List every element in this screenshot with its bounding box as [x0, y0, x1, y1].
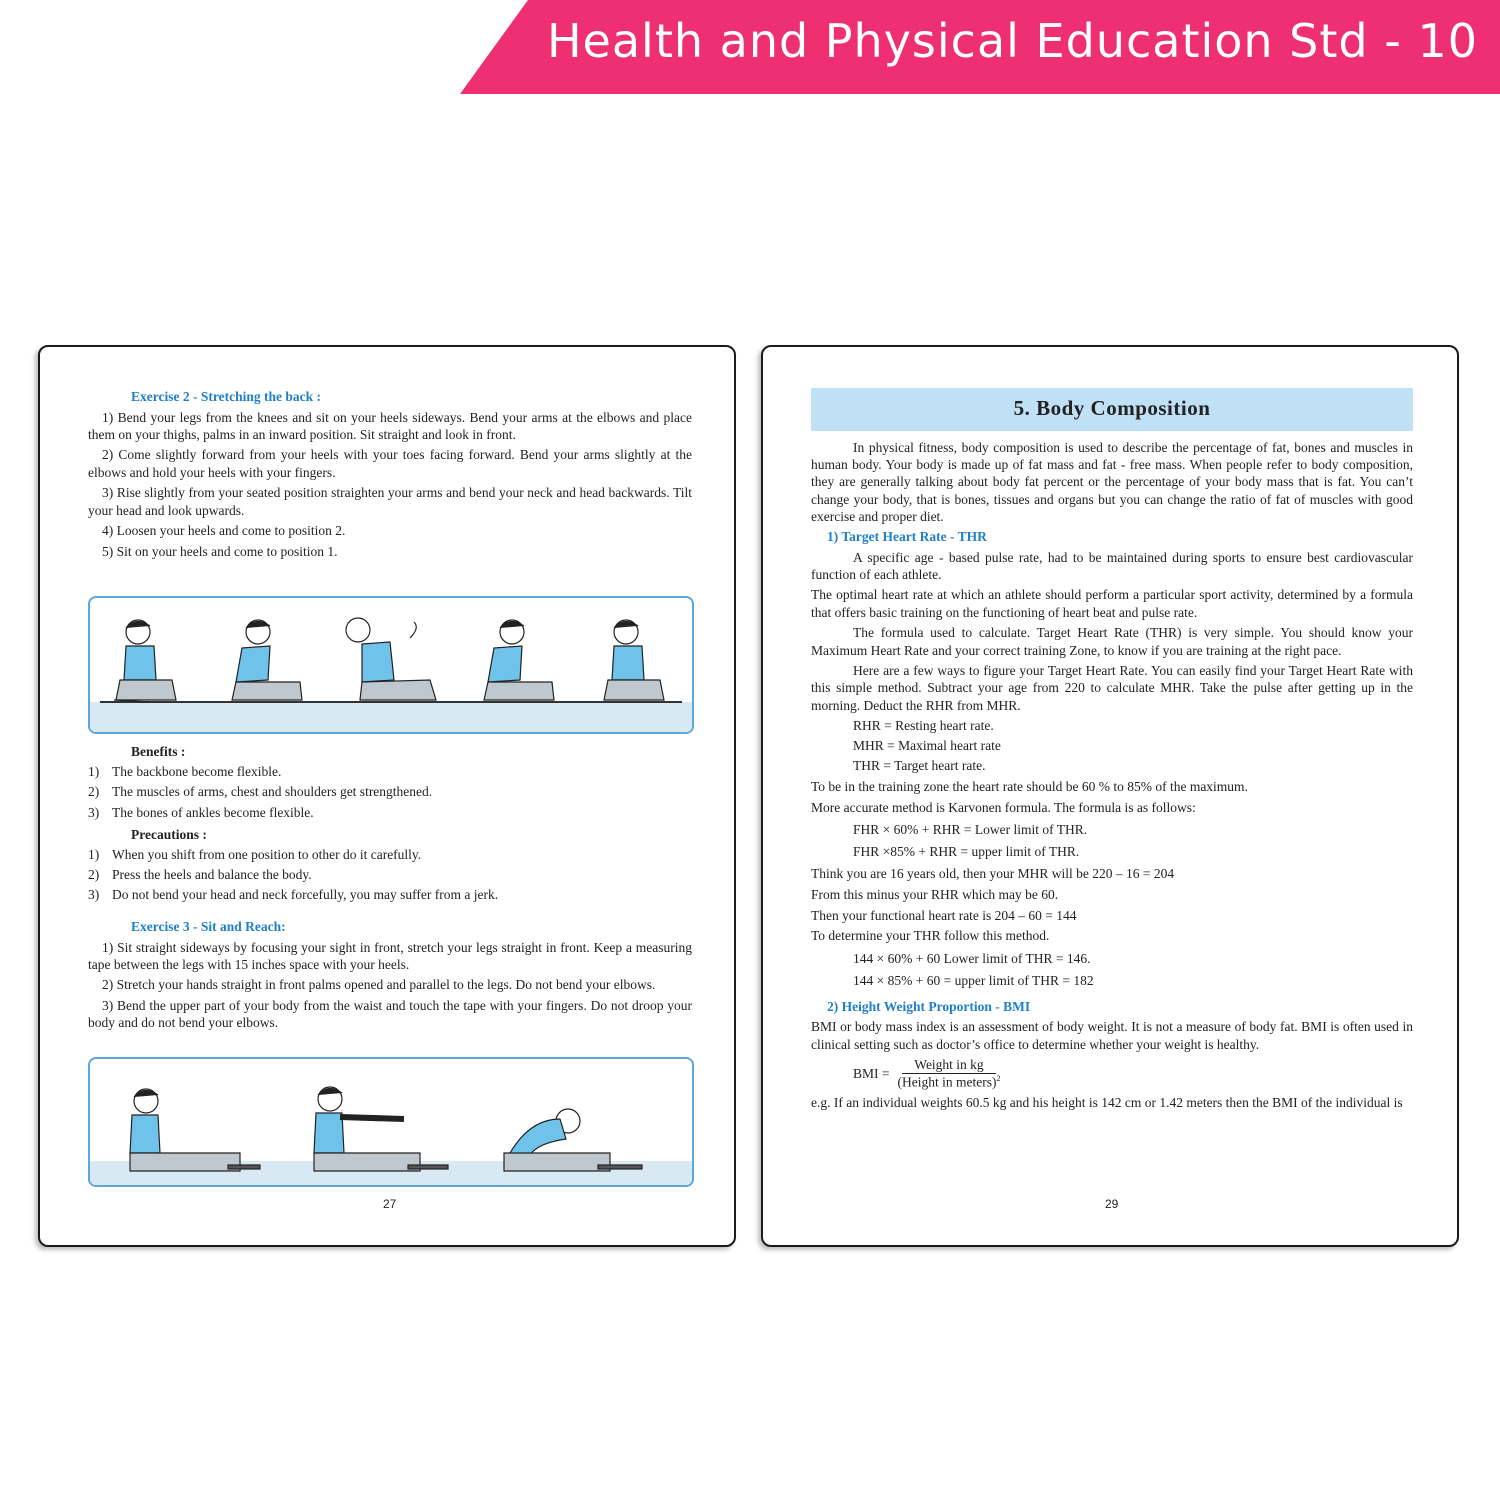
benefit-text: The muscles of arms, chest and shoulders get strengthened.	[112, 784, 433, 800]
precaution-item	[88, 846, 692, 863]
page-number: 27	[383, 1197, 397, 1211]
definition: MHR = Maximal heart rate	[853, 738, 1001, 754]
example-line: From this minus your RHR which may be 60.	[811, 886, 1059, 902]
stretching-back-illustration	[90, 598, 692, 732]
thr-paragraph: Here are a few ways to figure your Target Heart Rate. You can easily find your Target Heart Rate with this simple method. Subtract your age from 220 to calculate MHR. Take the pulse after getting up in the morning. Deduct the RHR from MHR.	[811, 663, 1413, 713]
exercise2-step: 5) Sit on your heels and come to position 1.	[102, 543, 338, 559]
pose-1	[114, 620, 176, 702]
bmi-formula	[853, 1057, 1413, 1091]
karvonen-text: More accurate method is Karvonen formula. The formula is as follows:	[811, 799, 1196, 815]
reach-pose-1	[130, 1089, 260, 1171]
pose-3	[346, 618, 436, 700]
thr-paragraph: The formula used to calculate. Target Heart Rate (THR) is very simple. You should know your Maximum Heart Rate and your correct training Zone, to know if you are training at the right pace.	[811, 625, 1413, 658]
definition: RHR = Resting heart rate.	[853, 717, 994, 733]
sit-and-reach-figure	[88, 1057, 694, 1187]
thr-calculation: 144 × 60% + 60 Lower limit of THR = 146.	[853, 950, 1091, 966]
precaution-text: Press the heels and balance the body.	[112, 867, 312, 883]
example-line: To determine your THR follow this method.	[811, 928, 1050, 944]
reach-pose-2	[314, 1087, 448, 1171]
precaution-text: Do not bend your head and neck forcefully, you may suffer from a jerk.	[112, 887, 499, 903]
bmi-denominator-wrap	[894, 1074, 1005, 1091]
bmi-example: e.g. If an individual weights 60.5 kg and his height is 142 cm or 1.42 meters then the BMI of the individual is	[811, 1094, 1403, 1110]
intro-paragraph: In physical fitness, body composition is used to describe the percentage of fat, bones and muscles in human body. Your body is made up of fat mass and fat - free mass. When people refer to body composition, they are generally talking about body fat percent or the percentage of your body mass that is fat. You can’t change your body, that is bones, tissues and organs but you can change the ratio of fat of muscles with good exercise and proper diet.	[811, 440, 1413, 524]
precautions-heading: Precautions :	[131, 826, 207, 842]
chapter-title: 5. Body Composition	[1013, 396, 1211, 420]
stretching-back-figure	[88, 596, 694, 734]
benefit-num: 2)	[88, 784, 100, 800]
exercise3-step: 2) Stretch your hands straight in front palms opened and parallel to the legs. Do not bend your elbows.	[102, 977, 656, 993]
precaution-text: When you shift from one position to other do it carefully.	[112, 847, 422, 863]
definition: THR = Target heart rate.	[853, 758, 986, 774]
left-page	[38, 345, 736, 1247]
training-zone-text: To be in the training zone the heart rate should be 60 % to 85% of the maximum.	[811, 778, 1248, 794]
pose-2	[232, 620, 302, 700]
exercise2-step: 1) Bend your legs from the knees and sit on your heels sideways. Bend your arms at the elbows and place them on your thighs, palms in an inward position. Sit straight and look in front.	[88, 409, 692, 442]
exercise2-heading: Exercise 2 - Stretching the back :	[131, 389, 321, 404]
thr-heading: 1) Target Heart Rate - THR	[827, 529, 987, 545]
exercise2-section	[88, 389, 692, 560]
thr-paragraph: The optimal heart rate at which an athlete should perform a particular sport activity, determined by a formula that offers basic training on the functioning of heart beat and pulse rate.	[811, 587, 1413, 620]
benefits-heading: Benefits :	[131, 744, 186, 759]
benefit-item	[88, 804, 692, 821]
right-page-body	[811, 439, 1413, 1111]
karvonen-formula: FHR ×85% + RHR = upper limit of THR.	[853, 844, 1080, 860]
precaution-item	[88, 866, 692, 883]
thr-paragraph: A specific age - based pulse rate, had to be maintained during sports to ensure best cardiovascular function of each athlete.	[811, 549, 1413, 582]
precaution-num: 3)	[88, 887, 100, 903]
benefits-section	[88, 743, 692, 904]
bmi-numerator: Weight in kg	[902, 1057, 995, 1074]
exercise2-step: 4) Loosen your heels and come to position 2.	[102, 523, 346, 539]
bmi-fraction	[894, 1057, 1005, 1091]
banner-title: Health and Physical Education Std - 10	[546, 14, 1478, 68]
benefit-num: 1)	[88, 764, 100, 780]
bmi-heading: 2) Height Weight Proportion - BMI	[827, 998, 1031, 1014]
benefit-text: The bones of ankles become flexible.	[112, 804, 314, 820]
bmi-paragraph: BMI or body mass index is an assessment of body weight. It is not a measure of body fat. BMI is often used in clinical setting such as doctor’s office to determine whether your weight is healthy.	[811, 1019, 1413, 1052]
bmi-formula-lhs: BMI =	[853, 1065, 890, 1081]
thr-calculation: 144 × 85% + 60 = upper limit of THR = 182	[853, 972, 1094, 988]
exercise3-step: 3) Bend the upper part of your body from the waist and touch the tape with your fingers. Do not droop your body and do not bend your elbows.	[88, 998, 692, 1031]
benefit-item	[88, 783, 692, 800]
page-number: 29	[1105, 1197, 1119, 1211]
precaution-num: 2)	[88, 867, 100, 883]
chapter-title-bar	[811, 388, 1413, 431]
benefit-num: 3)	[88, 804, 100, 820]
exercise3-heading: Exercise 3 - Sit and Reach:	[131, 919, 286, 934]
header-banner	[460, 0, 1500, 94]
pose-4	[484, 620, 554, 700]
benefit-text: The backbone become flexible.	[112, 764, 282, 780]
karvonen-formula: FHR × 60% + RHR = Lower limit of THR.	[853, 821, 1088, 837]
exercise3-section	[88, 919, 692, 1032]
pose-5	[604, 620, 664, 700]
right-page	[761, 345, 1459, 1247]
example-line: Think you are 16 years old, then your MHR will be 220 – 16 = 204	[811, 866, 1175, 882]
bmi-exponent: 2	[996, 1073, 1001, 1083]
precaution-num: 1)	[88, 847, 100, 863]
example-line: Then your functional heart rate is 204 – 60 = 144	[811, 907, 1077, 923]
bmi-denominator: (Height in meters)	[897, 1074, 997, 1090]
sit-and-reach-illustration	[90, 1059, 692, 1185]
precaution-item	[88, 886, 692, 903]
exercise3-step: 1) Sit straight sideways by focusing your sight in front, stretch your legs straight in front. Keep a measuring tape between the legs with 15 inches space with your heels.	[88, 939, 692, 972]
exercise2-step: 2) Come slightly forward from your heels with your toes facing forward. Bend your arms slightly at the elbows and hold your heels with your fingers.	[88, 447, 692, 480]
exercise2-step: 3) Rise slightly from your seated position straighten your arms and bend your neck and head backwards. Tilt your head and look upwards.	[88, 485, 692, 518]
benefit-item	[88, 763, 692, 780]
